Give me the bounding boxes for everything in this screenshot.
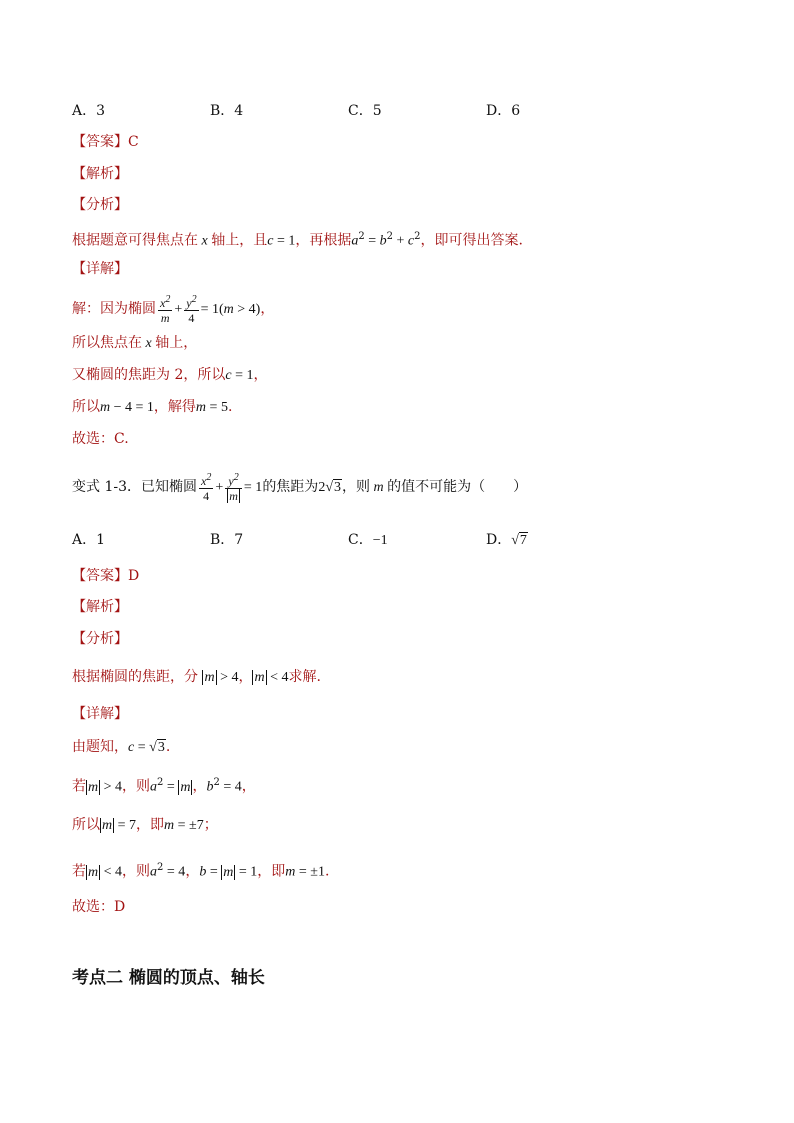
final-answer-2: 故选：D bbox=[72, 899, 126, 915]
q2-fenxi-tag: 【分析】 bbox=[72, 631, 128, 647]
option-b: B．4 bbox=[210, 103, 244, 119]
option-d: D．6 bbox=[486, 103, 521, 119]
q2-detail-tag: 【详解】 bbox=[72, 706, 128, 722]
q2-option-c: C．−1 bbox=[348, 532, 388, 548]
answer-tag: 【答案】 bbox=[72, 134, 128, 150]
solution-line-1: 解：因为椭圆 $\frac{x^2}{m}$ + $\frac{y^2}{4}$ = 1(m > 4)， bbox=[72, 294, 275, 325]
q2-answer-line: 【答案】D bbox=[72, 568, 140, 584]
fenxi-text: 根据题意可得焦点在 x 轴上，且c = 1，再根据$a^2 = b^2 + c^2$，即可得出答案. bbox=[72, 231, 523, 249]
solution-line-2: 所以焦点在 x 轴上， bbox=[72, 335, 198, 351]
answer-value: C bbox=[128, 134, 139, 150]
q2-solution-2: 若 m > 4，则$a^2 = m$ ，$b^2 = 4$， bbox=[72, 777, 256, 795]
fraction-x2-m: $\frac{x^2}{m}$ bbox=[160, 294, 171, 325]
fraction-y2-4: $\frac{y^2}{4}$ bbox=[186, 294, 197, 325]
option-c: C．5 bbox=[348, 103, 382, 119]
final-answer-1: 故选：C. bbox=[72, 431, 129, 447]
q2-option-d: D．√7 bbox=[486, 532, 527, 548]
q2-option-a: A．1 bbox=[72, 532, 106, 548]
detail-tag: 【详解】 bbox=[72, 261, 128, 277]
question-2-stem: 变式 1-3．已知椭圆 $\frac{x^2}{4}$ + $\frac{y^2}{m}$ = 1的焦距为2√3，则 m 的值不可能为（ ） bbox=[72, 472, 528, 503]
fraction-y2-abs-m: $\frac{y^2}{m}$ bbox=[225, 471, 242, 503]
q2-option-b: B．7 bbox=[210, 532, 244, 548]
analysis-tag: 【解析】 bbox=[72, 166, 128, 182]
option-a: A．3 bbox=[72, 103, 106, 119]
fraction-x2-4: $\frac{x^2}{4}$ bbox=[201, 472, 212, 503]
section-title: 考点二 椭圆的顶点、轴长 bbox=[72, 968, 265, 988]
fenxi-tag: 【分析】 bbox=[72, 197, 128, 213]
q2-solution-3: 所以 m = 7，即m = ±7； bbox=[72, 817, 218, 833]
solution-line-3: 又椭圆的焦距为 2，所以c = 1， bbox=[72, 367, 268, 383]
q2-fenxi-text: 根据椭圆的焦距，分 m > 4， m < 4求解. bbox=[72, 669, 321, 685]
answer-line bbox=[72, 132, 139, 152]
q2-solution-1: 由题知，c = √3. bbox=[72, 739, 171, 755]
solution-line-4: 所以m − 4 = 1，解得m = 5. bbox=[72, 399, 233, 415]
q2-solution-4: 若 m < 4，则$a^2 = 4$，b = m = 1，即m = ±1. bbox=[72, 862, 330, 880]
q2-analysis-tag: 【解析】 bbox=[72, 599, 128, 615]
